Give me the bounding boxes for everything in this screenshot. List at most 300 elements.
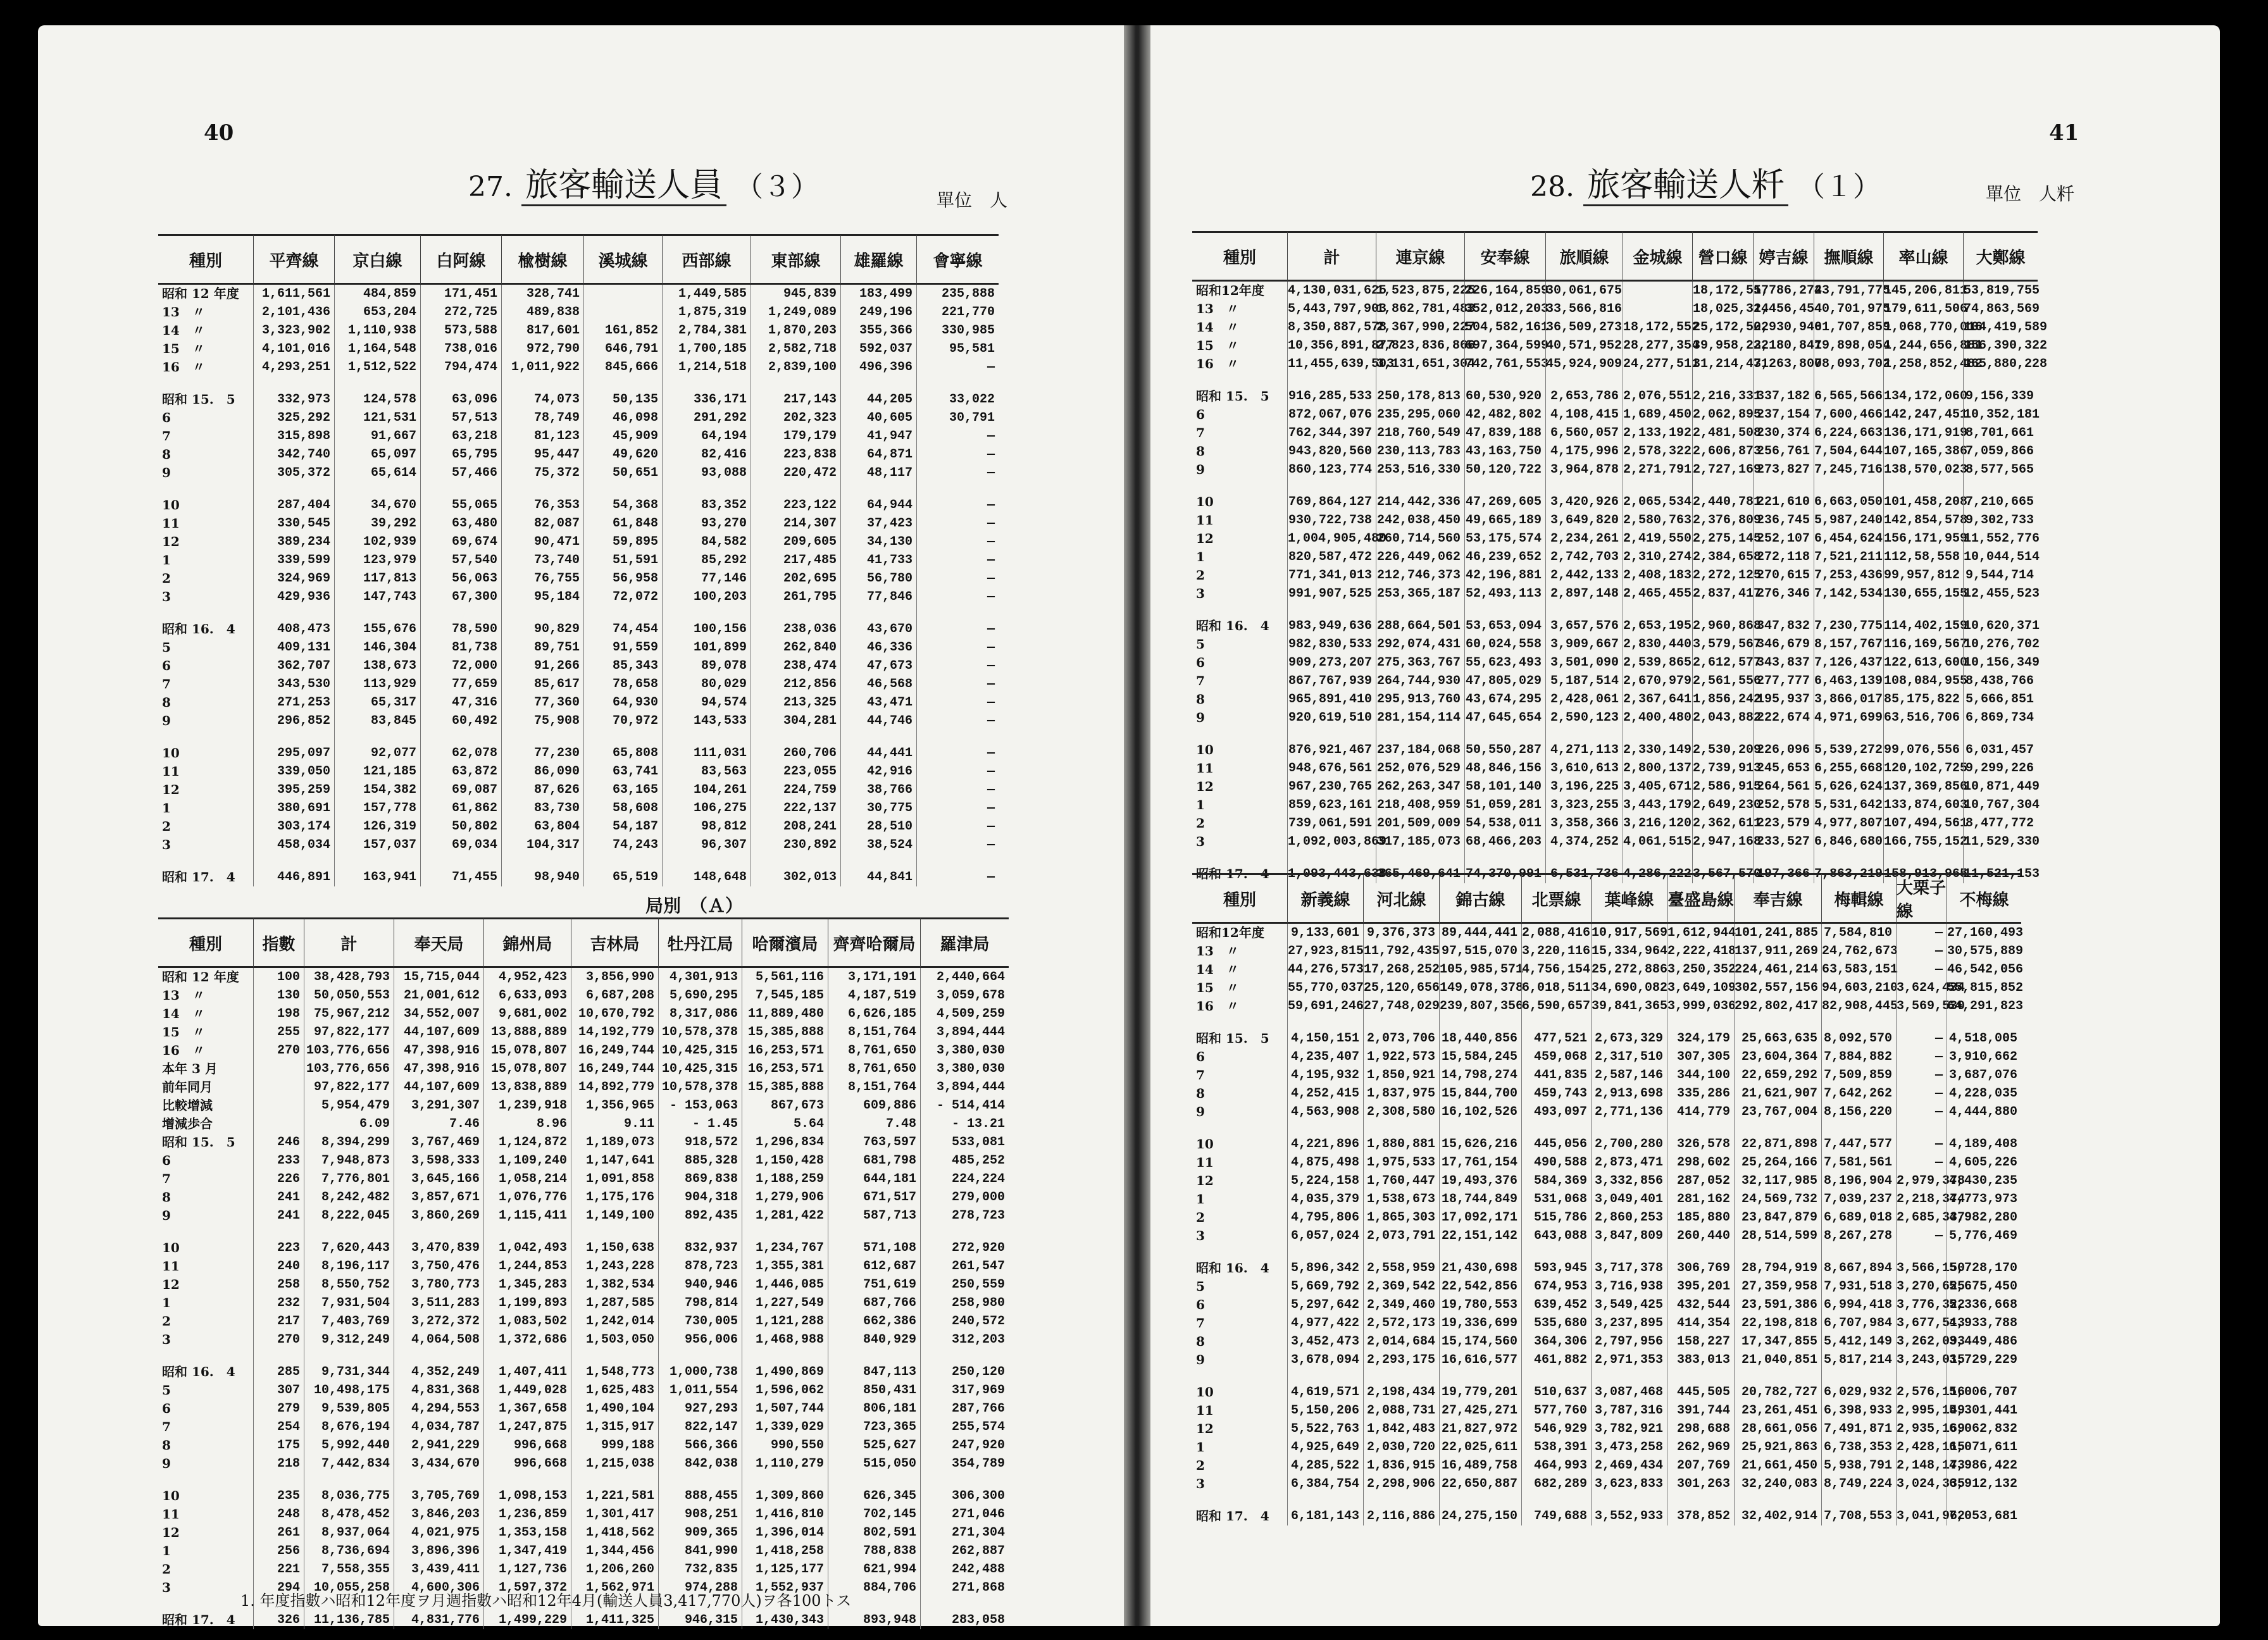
table-cell: 7,059,866	[1963, 442, 2038, 461]
table-cell: 77,360	[501, 693, 583, 712]
table-cell	[304, 1473, 394, 1487]
table-cell: 2,298,906	[1363, 1475, 1439, 1493]
table-cell: 983,949,636	[1287, 617, 1376, 635]
table-cell: 1,249,089	[751, 303, 840, 321]
book-gutter	[1124, 25, 1150, 1626]
table-cell	[1464, 727, 1545, 741]
table-cell: 940,946	[658, 1276, 742, 1294]
table-cell: 4,875,498	[1287, 1153, 1363, 1172]
table-cell: 477,521	[1521, 1029, 1591, 1048]
table-cell: 1,147,641	[571, 1152, 658, 1170]
table-cell: 1,689,450	[1623, 406, 1692, 424]
table-cell: 324,969	[253, 569, 334, 588]
table-cell: 1,110,279	[742, 1455, 828, 1473]
table-cell: 2,797,956	[1591, 1332, 1667, 1351]
table-cell	[751, 482, 840, 496]
table-cell: 3,645,166	[394, 1170, 483, 1188]
column-header: 率山線	[1883, 231, 1963, 282]
table-cell: 120,102,725	[1883, 759, 1963, 778]
table-cell: 255	[253, 1023, 304, 1041]
table-cell: 195,937	[1753, 690, 1814, 709]
table-cell: 80,029	[662, 675, 751, 693]
table-cell: 15,715,044	[394, 968, 483, 986]
table-cell: 9.11	[571, 1115, 658, 1133]
table-cell: 14,192,779	[571, 1023, 658, 1041]
table-cell: 13,888,889	[483, 1023, 571, 1041]
table-cell: 2,222,418	[1667, 942, 1734, 960]
row-label: 5	[1196, 637, 1205, 652]
table-cell: 4,285,522	[1287, 1457, 1363, 1475]
row-label: 10	[162, 1488, 180, 1503]
table-cell: 295,913,760	[1376, 690, 1464, 709]
table-cell	[1667, 1493, 1734, 1507]
table-cell: 3,856,990	[571, 968, 658, 986]
table-cell: 1,548,773	[571, 1363, 658, 1381]
table-cell: 822,147	[658, 1418, 742, 1436]
table-cell: 972,790	[501, 340, 583, 358]
table-cell: 1,418,258	[742, 1542, 828, 1560]
table-cell	[742, 1473, 828, 1487]
table-cell: 63,480	[420, 514, 501, 533]
table-cell: 4,252,415	[1287, 1084, 1363, 1103]
table-cell: 30,791	[916, 409, 999, 427]
table-cell: 9,376,373	[1363, 924, 1439, 942]
table-cell: 2,275,145	[1692, 530, 1753, 548]
table-cell: 28,510	[840, 817, 916, 836]
table-cell: —	[916, 693, 999, 712]
table-cell: 43,471	[840, 693, 916, 712]
row-label	[158, 606, 253, 620]
table-cell: 3,220,116	[1521, 942, 1591, 960]
row-label: 8	[162, 1190, 171, 1205]
table-cell: 138,570,023	[1883, 461, 1963, 479]
table-cell: 6,071,611	[1947, 1438, 2021, 1457]
row-label: 9	[1196, 1104, 1205, 1119]
table-cell: 845,666	[583, 358, 662, 376]
table-cell: 3,909,667	[1545, 635, 1623, 654]
table-cell: 339,599	[253, 551, 334, 569]
row-label	[1192, 851, 1287, 865]
row-label: 12	[1196, 1173, 1214, 1188]
table-cell	[253, 1078, 304, 1096]
table-cell: 867,673	[742, 1096, 828, 1115]
table-cell: 218	[253, 1455, 304, 1473]
table-cell: 236,745	[1753, 511, 1814, 530]
table-cell: 3,470,839	[394, 1239, 483, 1257]
table-cell: 53,819,755	[1963, 282, 2038, 300]
table-cell: 3,894,444	[920, 1078, 1009, 1096]
table-cell: 3,847,809	[1591, 1227, 1667, 1245]
table-cell: 3,657,576	[1545, 617, 1623, 635]
table-cell: 23,767,004	[1734, 1103, 1821, 1121]
table-cell: 1,503,050	[571, 1331, 658, 1349]
table-cell	[1591, 1016, 1667, 1029]
table-cell: 593,945	[1521, 1259, 1591, 1277]
table-cell: 214,307	[751, 514, 840, 533]
table-cell: 3,380,030	[920, 1041, 1009, 1060]
row-label: 3	[1196, 834, 1205, 849]
table-cell: 84,582	[662, 533, 751, 551]
table-cell: 304,281	[751, 712, 840, 730]
table-cell	[253, 376, 334, 390]
table-cell: 46,542,056	[1947, 960, 2021, 979]
row-label: 昭和 17. 4	[1196, 866, 1269, 881]
table-cell: 458,034	[253, 836, 334, 854]
row-label: 15 〃	[1196, 338, 1239, 353]
table-cell: 27,923,815	[1287, 942, 1363, 960]
table-cell	[1667, 1121, 1734, 1135]
table-cell: 788,838	[828, 1542, 920, 1560]
table-cell: 3,041,962	[1896, 1507, 1947, 1525]
table-cell: 395,259	[253, 781, 334, 799]
row-label: 昭和 17. 4	[162, 869, 235, 885]
table-cell: 9,681,002	[483, 1005, 571, 1023]
table-cell: 36,509,273	[1545, 318, 1623, 337]
row-label: 6	[162, 1153, 171, 1168]
row-label: 3	[1196, 586, 1205, 601]
table-cell: —	[1896, 960, 1947, 979]
table-cell: 414,779	[1667, 1103, 1734, 1121]
table-cell: 58,608	[583, 799, 662, 817]
table-cell: 50,120,722	[1464, 461, 1545, 479]
table-cell: 1,189,073	[571, 1133, 658, 1152]
table-cell: 223	[253, 1239, 304, 1257]
table-cell: 74,863,569	[1963, 300, 2038, 318]
table-cell: 235	[253, 1487, 304, 1505]
table-cell: 250,559	[920, 1276, 1009, 1294]
table-cell: 2,133,192	[1623, 424, 1692, 442]
table-cell: 1,456,454	[1753, 300, 1814, 318]
table-cell: 1,490,104	[571, 1400, 658, 1418]
column-header: 種別	[1192, 873, 1287, 924]
table-cell: 515,050	[828, 1455, 920, 1473]
table-cell: 1,975,533	[1363, 1153, 1439, 1172]
table-cell: 893,948	[828, 1611, 920, 1629]
table-cell: 16,249,744	[571, 1041, 658, 1060]
table-cell: 21,430,698	[1439, 1259, 1521, 1277]
table-cell: 769,864,127	[1287, 493, 1376, 511]
table-cell	[840, 730, 916, 744]
table-cell: 22,151,142	[1439, 1227, 1521, 1245]
table-cell: 100,203	[662, 588, 751, 606]
table-cell	[1883, 373, 1963, 387]
row-label: 12	[162, 1277, 180, 1292]
table-cell: 3,358,366	[1545, 814, 1623, 833]
table-cell	[1947, 1493, 2021, 1507]
column-header: 白阿線	[420, 234, 501, 285]
table-cell: 226,449,062	[1376, 548, 1464, 566]
table-cell: 884,706	[828, 1579, 920, 1597]
table-cell: 771,341,013	[1287, 566, 1376, 585]
table-cell: 8,350,887,578	[1287, 318, 1376, 337]
table-cell: 2,440,781	[1692, 493, 1753, 511]
table-cell: 85,292	[662, 551, 751, 569]
table-cell: 380,691	[253, 799, 334, 817]
table-cell: 355,366	[840, 321, 916, 340]
table-cell: 4,509,259	[920, 1005, 1009, 1023]
table-cell: 258,980	[920, 1294, 1009, 1312]
table-cell: 1,449,028	[483, 1381, 571, 1400]
table-cell	[253, 1115, 304, 1133]
table-cell: 34,130	[840, 533, 916, 551]
table-cell: 155,676	[334, 620, 420, 638]
table-cell: 653,204	[334, 303, 420, 321]
table-cell	[1464, 603, 1545, 617]
table-cell: 264,744,930	[1376, 672, 1464, 690]
table-cell: 383,013	[1667, 1351, 1734, 1369]
table-cell: 218,760,549	[1376, 424, 1464, 442]
table-cell: 609,886	[828, 1096, 920, 1115]
table-cell: 22,871,898	[1734, 1135, 1821, 1153]
table-b	[1192, 873, 2024, 1525]
table-cell	[253, 1060, 304, 1078]
table-cell: 4,293,251	[253, 358, 334, 376]
table-cell	[658, 1349, 742, 1363]
row-label: 昭和12年度	[1196, 283, 1264, 298]
row-label: 16 〃	[1196, 998, 1239, 1014]
column-header: 婷吉線	[1753, 231, 1814, 282]
table-cell: 1,347,419	[483, 1542, 571, 1560]
table-cell: 48,117	[840, 464, 916, 482]
table-cell	[583, 606, 662, 620]
table-cell: 927,293	[658, 1400, 742, 1418]
title-text: 旅客輸送人員	[521, 166, 726, 206]
table-cell	[1734, 1493, 1821, 1507]
table-cell: —	[916, 588, 999, 606]
table-cell: 59,895	[583, 533, 662, 551]
table-cell: 8,394,299	[304, 1133, 394, 1152]
table-cell: 464,993	[1521, 1457, 1591, 1475]
table-cell: 138,673	[334, 657, 420, 675]
table-cell: 27,359,958	[1734, 1277, 1821, 1296]
table-cell: 2,272,125	[1692, 566, 1753, 585]
footnote: 1. 年度指數ハ昭和12年度ヲ月週指數ハ昭和12年4月(輸送人員3,417,770人)ヲ各100トス	[240, 1592, 852, 1610]
table-cell: 4,294,553	[394, 1400, 483, 1418]
table-b	[158, 917, 1009, 1629]
table-cell: 4,831,368	[394, 1381, 483, 1400]
table-cell: 10,498,175	[304, 1381, 394, 1400]
table-cell: 841,990	[658, 1542, 742, 1560]
table-cell: 2,234,261	[1545, 530, 1623, 548]
table-cell: 571,108	[828, 1239, 920, 1257]
column-header: 臺盛島線	[1667, 873, 1734, 924]
table-cell: 8,156,220	[1821, 1103, 1896, 1121]
table-cell: 4,301,913	[658, 968, 742, 986]
table-cell: 1,091,858	[571, 1170, 658, 1188]
table-cell: 281,154,114	[1376, 709, 1464, 727]
table-cell	[662, 606, 751, 620]
table-cell: 515,786	[1521, 1208, 1591, 1227]
table-cell: 317,185,073	[1376, 833, 1464, 851]
table-cell: 4,933,788	[1947, 1314, 2021, 1332]
table-cell: 365,469,641	[1376, 865, 1464, 883]
table-cell: 39,841,365	[1591, 997, 1667, 1016]
table-cell: 1,842,483	[1363, 1420, 1439, 1438]
row-label: 8	[1196, 1086, 1205, 1101]
table-cell: 10,871,449	[1963, 778, 2038, 796]
table-cell: 337,182	[1753, 387, 1814, 406]
table-cell: 2,873,471	[1591, 1153, 1667, 1172]
row-label: 本年 3 月	[162, 1061, 218, 1076]
table-cell: 54,187	[583, 817, 662, 836]
table-cell: 1,301,417	[571, 1505, 658, 1524]
table-cell: 5,817,214	[1821, 1351, 1896, 1369]
table-cell	[1439, 1121, 1521, 1135]
table-cell	[1814, 727, 1883, 741]
table-cell: 6,912,132	[1947, 1475, 2021, 1493]
table-cell	[1883, 851, 1963, 865]
table-cell	[501, 854, 583, 868]
table-cell: 17,761,154	[1439, 1153, 1521, 1172]
table-cell: 253,516,330	[1376, 461, 1464, 479]
table-cell: 28,514,599	[1734, 1227, 1821, 1245]
table-cell: 40,571,952	[1545, 337, 1623, 355]
table-cell	[751, 730, 840, 744]
row-label: 2	[162, 819, 171, 834]
table-cell: 1,243,228	[571, 1257, 658, 1276]
table-cell: 79,898,054	[1814, 337, 1883, 355]
table-cell: 3,272,372	[394, 1312, 483, 1331]
table-cell: 130,655,155	[1883, 585, 1963, 603]
table-cell: 2,198,434	[1363, 1383, 1439, 1401]
table-cell: 3,567,570	[1692, 865, 1753, 883]
table-cell: 11,552,776	[1963, 530, 2038, 548]
table-cell: —	[916, 712, 999, 730]
table-cell: 3,623,833	[1591, 1475, 1667, 1493]
table-cell: 3,405,671	[1623, 778, 1692, 796]
table-cell: 30,575,889	[1947, 942, 2021, 960]
row-label	[1192, 1016, 1287, 1029]
table-cell	[501, 730, 583, 744]
table-cell: 10,156,349	[1963, 654, 2038, 672]
table-cell: 1,355,381	[742, 1257, 828, 1276]
table-cell: 17,347,855	[1734, 1332, 1821, 1351]
row-label: 2	[162, 1314, 171, 1329]
row-label: 6	[1196, 1049, 1205, 1064]
table-cell: 41,733	[840, 551, 916, 569]
table-cell: 2,823,836,866	[1376, 337, 1464, 355]
table-cell: 872,067,076	[1287, 406, 1376, 424]
table-cell: 17,092,171	[1439, 1208, 1521, 1227]
table-cell	[1591, 1369, 1667, 1383]
table-cell: 197,366	[1753, 865, 1814, 883]
table-cell	[1753, 479, 1814, 493]
row-label: 1	[1196, 1439, 1205, 1455]
column-header: 哈爾濱局	[742, 917, 828, 968]
table-cell: 7,491,871	[1821, 1420, 1896, 1438]
table-cell	[1896, 1245, 1947, 1259]
table-cell	[916, 482, 999, 496]
table-cell: 89,078	[662, 657, 751, 675]
table-cell: 2,043,882	[1692, 709, 1753, 727]
table-cell: 326	[253, 1611, 304, 1629]
table-cell: 1,837,975	[1363, 1084, 1439, 1103]
table-cell: 34,670	[334, 496, 420, 514]
column-header: 種別	[1192, 231, 1287, 282]
table-cell	[1667, 1369, 1734, 1383]
table-cell: 3,717,378	[1591, 1259, 1667, 1277]
table-cell: 6,590,657	[1521, 997, 1591, 1016]
table-cell: 262,887	[920, 1542, 1009, 1560]
table-cell: 904,318	[658, 1188, 742, 1207]
table-cell: 525,627	[828, 1436, 920, 1455]
table-cell: 32,402,914	[1734, 1507, 1821, 1525]
table-cell: 1,121,288	[742, 1312, 828, 1331]
table-cell	[1376, 603, 1464, 617]
table-cell: 272,920	[920, 1239, 1009, 1257]
table-cell: 43,163,750	[1464, 442, 1545, 461]
row-label: 1	[1196, 549, 1205, 564]
table-cell: 8,267,278	[1821, 1227, 1896, 1245]
table-cell: 4,773,973	[1947, 1190, 2021, 1208]
row-label: 1	[162, 1295, 171, 1310]
table-cell: 258	[253, 1276, 304, 1294]
table-cell	[394, 1225, 483, 1239]
table-cell: 3,566,150	[1896, 1259, 1947, 1277]
row-label: 7	[1196, 1067, 1205, 1083]
table-cell: 22,650,887	[1439, 1475, 1521, 1493]
table-cell: 4,187,519	[828, 986, 920, 1005]
row-label: 昭和 17. 4	[162, 1612, 235, 1627]
table-cell	[1623, 851, 1692, 865]
table-cell: 6,029,932	[1821, 1383, 1896, 1401]
table-cell: 226,096	[1753, 741, 1814, 759]
table-cell: 47,398,916	[394, 1041, 483, 1060]
column-header: 溪城線	[583, 234, 662, 285]
table-cell: 493,097	[1521, 1103, 1591, 1121]
table-cell: 1,407,411	[483, 1363, 571, 1381]
table-cell	[334, 854, 420, 868]
table-cell: 584,369	[1521, 1172, 1591, 1190]
column-header: 撫順線	[1814, 231, 1883, 282]
table-cell: 1,214,518	[662, 358, 751, 376]
table-cell: 252,107	[1753, 530, 1814, 548]
table-cell: 81,738	[420, 638, 501, 657]
table-cell	[1363, 1493, 1439, 1507]
table-cell: —	[916, 657, 999, 675]
column-header: 齊齊哈爾局	[828, 917, 920, 968]
table-cell	[420, 376, 501, 390]
table-cell: 15,078,807	[483, 1060, 571, 1078]
table-cell: 78,590	[420, 620, 501, 638]
table-cell: 662,386	[828, 1312, 920, 1331]
table-cell: 270	[253, 1331, 304, 1349]
table-title	[1530, 158, 1881, 206]
table-cell: 3,270,625	[1896, 1277, 1947, 1296]
table-cell: —	[916, 868, 999, 886]
table-cell: 9,156,339	[1963, 387, 2038, 406]
table-cell	[662, 854, 751, 868]
row-label: 6	[162, 1401, 171, 1416]
table-cell: 1,786,274	[1753, 282, 1814, 300]
table-cell: 459,068	[1521, 1048, 1591, 1066]
table-cell: 2,913,698	[1591, 1084, 1667, 1103]
table-cell: 5,006,707	[1947, 1383, 2021, 1401]
table-cell: 842,038	[658, 1455, 742, 1473]
table-cell: 8,438,766	[1963, 672, 2038, 690]
table-cell: 920,619,510	[1287, 709, 1376, 727]
table-cell: 3,332,856	[1591, 1172, 1667, 1190]
table-cell: 47,269,605	[1464, 493, 1545, 511]
table-cell: 3,896,396	[394, 1542, 483, 1560]
table-cell: 312,203	[920, 1331, 1009, 1349]
table-cell	[501, 606, 583, 620]
table-cell: 850,431	[828, 1381, 920, 1400]
table-cell: 83,563	[662, 762, 751, 781]
row-label: 2	[1196, 1210, 1205, 1225]
table-cell	[1623, 479, 1692, 493]
table-cell	[1591, 1245, 1667, 1259]
